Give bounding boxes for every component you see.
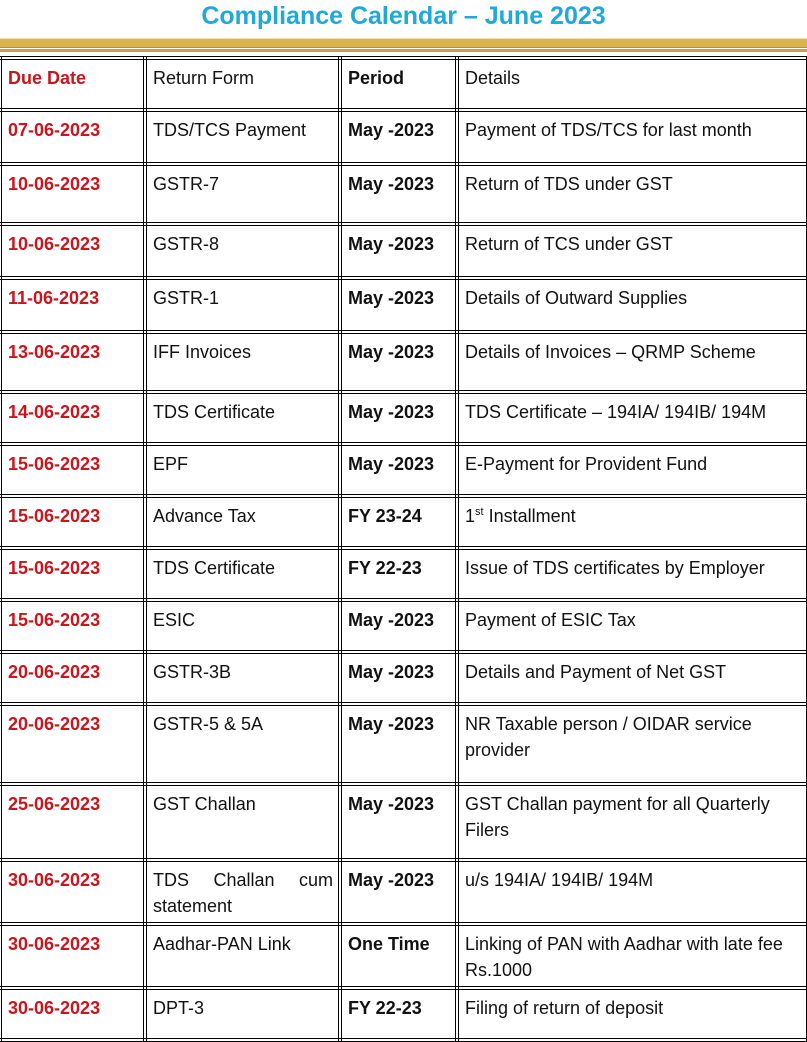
details-cell: Return of TCS under GST <box>457 224 807 278</box>
due-date-cell: 30-06-2023 <box>0 924 145 988</box>
period-cell: May -2023 <box>340 332 457 392</box>
details-cell: Payment of TDS/TCS for last month <box>457 110 807 164</box>
details-text-rest: Installment <box>483 506 576 526</box>
details-cell: Return of TDS under GST <box>457 164 807 224</box>
table-row <box>0 110 807 164</box>
return-form-cell: TDS Challan cum statement <box>145 860 340 924</box>
table-row <box>0 332 807 392</box>
table-row <box>0 924 807 988</box>
period-cell: May -2023 <box>340 652 457 704</box>
period-cell: FY 23-24 <box>340 496 457 548</box>
due-date-cell: 14-06-2023 <box>0 392 145 444</box>
details-cell: Details of Invoices – QRMP Scheme <box>457 332 807 392</box>
return-form-cell: TDS Certificate <box>145 548 340 600</box>
return-form-cell: EPF <box>145 444 340 496</box>
period-cell: May -2023 <box>340 164 457 224</box>
details-superscript: st <box>475 506 484 518</box>
table-row <box>0 548 807 600</box>
period-cell: May -2023 <box>340 600 457 652</box>
table-header-row <box>0 58 807 110</box>
details-cell: TDS Certificate – 194IA/ 194IB/ 194M <box>457 392 807 444</box>
table-row <box>0 704 807 784</box>
return-form-cell: GSTR-8 <box>145 224 340 278</box>
due-date-cell: 20-06-2023 <box>0 704 145 784</box>
details-cell: Linking of PAN with Aadhar with late fee Rs.1000 <box>457 924 807 988</box>
period-cell: May -2023 <box>340 224 457 278</box>
compliance-table <box>0 56 807 1042</box>
due-date-cell: 15-06-2023 <box>0 444 145 496</box>
return-form-cell: TDS/TCS Payment <box>145 110 340 164</box>
due-date-cell: 15-06-2023 <box>0 496 145 548</box>
table-row <box>0 164 807 224</box>
return-form-cell: DPT-3 <box>145 988 340 1040</box>
return-form-cell: ESIC <box>145 600 340 652</box>
details-cell: Filing of return of deposit <box>457 988 807 1040</box>
return-form-cell: TDS Certificate <box>145 392 340 444</box>
header-details: Details <box>457 58 807 110</box>
due-date-cell: 10-06-2023 <box>0 224 145 278</box>
due-date-cell: 15-06-2023 <box>0 548 145 600</box>
period-cell: May -2023 <box>340 784 457 860</box>
table-row <box>0 444 807 496</box>
header-due-date: Due Date <box>0 58 145 110</box>
details-cell: Details and Payment of Net GST <box>457 652 807 704</box>
return-form-cell: Aadhar-PAN Link <box>145 924 340 988</box>
period-cell: May -2023 <box>340 860 457 924</box>
table-row <box>0 278 807 332</box>
table-row <box>0 988 807 1040</box>
details-cell: E-Payment for Provident Fund <box>457 444 807 496</box>
title-divider <box>0 38 807 48</box>
title-divider-secondary <box>0 49 807 52</box>
due-date-cell: 07-06-2023 <box>0 110 145 164</box>
period-cell: May -2023 <box>340 392 457 444</box>
page-title: Compliance Calendar – June 2023 <box>201 2 606 30</box>
table-row <box>0 652 807 704</box>
due-date-cell: 13-06-2023 <box>0 332 145 392</box>
table-row <box>0 860 807 924</box>
details-cell <box>457 496 807 548</box>
table-row <box>0 392 807 444</box>
return-form-cell: GSTR-1 <box>145 278 340 332</box>
header-period: Period <box>340 58 457 110</box>
period-cell: May -2023 <box>340 704 457 784</box>
due-date-cell: 11-06-2023 <box>0 278 145 332</box>
table-row <box>0 600 807 652</box>
due-date-cell: 20-06-2023 <box>0 652 145 704</box>
period-cell: May -2023 <box>340 278 457 332</box>
details-cell: GST Challan payment for all Quarterly Filers <box>457 784 807 860</box>
due-date-cell: 30-06-2023 <box>0 988 145 1040</box>
period-cell: May -2023 <box>340 444 457 496</box>
return-form-cell: IFF Invoices <box>145 332 340 392</box>
details-cell: NR Taxable person / OIDAR service provider <box>457 704 807 784</box>
period-cell: One Time <box>340 924 457 988</box>
return-form-cell: GST Challan <box>145 784 340 860</box>
details-cell: u/s 194IA/ 194IB/ 194M <box>457 860 807 924</box>
period-cell: FY 22-23 <box>340 988 457 1040</box>
details-cell: Details of Outward Supplies <box>457 278 807 332</box>
table-row <box>0 224 807 278</box>
return-form-cell: Advance Tax <box>145 496 340 548</box>
return-form-cell: GSTR-3B <box>145 652 340 704</box>
due-date-cell: 25-06-2023 <box>0 784 145 860</box>
period-cell: May -2023 <box>340 110 457 164</box>
table-row <box>0 496 807 548</box>
header-return-form: Return Form <box>145 58 340 110</box>
due-date-cell: 15-06-2023 <box>0 600 145 652</box>
details-cell: Issue of TDS certificates by Employer <box>457 548 807 600</box>
due-date-cell: 30-06-2023 <box>0 860 145 924</box>
return-form-cell: GSTR-7 <box>145 164 340 224</box>
period-cell: FY 22-23 <box>340 548 457 600</box>
table-row <box>0 784 807 860</box>
due-date-cell: 10-06-2023 <box>0 164 145 224</box>
details-text: 1 <box>465 506 476 526</box>
details-cell: Payment of ESIC Tax <box>457 600 807 652</box>
return-form-cell: GSTR-5 & 5A <box>145 704 340 784</box>
